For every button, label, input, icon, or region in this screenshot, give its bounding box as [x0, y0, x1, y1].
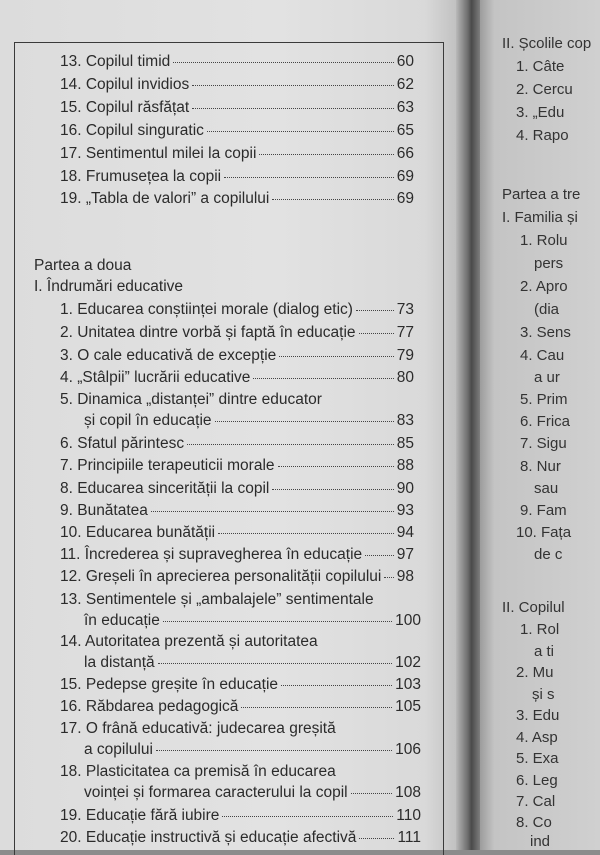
- right-page-line: de c: [534, 546, 563, 563]
- page-number: 110: [396, 807, 421, 824]
- toc-entry: [60, 368, 414, 388]
- right-page-line: 4. Cau: [520, 347, 565, 364]
- right-page-line: 5. Prim: [520, 391, 568, 408]
- page-number: 66: [396, 145, 414, 162]
- toc-entry: [60, 545, 414, 565]
- toc-entry-title: 9. Bunătatea: [60, 502, 148, 519]
- toc-entry-title: 16. Copilul singuratic: [60, 122, 204, 139]
- toc-entry-title: 1. Educarea conștiinței morale (dialog etic): [60, 301, 353, 318]
- toc-entry: [60, 189, 414, 209]
- toc-entry-title: 6. Sfatul părintesc: [60, 435, 185, 452]
- toc-entry: [60, 98, 414, 118]
- right-page-line: și s: [532, 686, 555, 703]
- right-page-line: 6. Leg: [516, 772, 558, 789]
- right-page-line: II. Copilul: [502, 599, 565, 616]
- dot-leader: [218, 533, 394, 534]
- toc-entry: [60, 346, 414, 366]
- right-page-line: 4. Rapo: [516, 127, 569, 144]
- right-page-line: ind: [530, 833, 551, 850]
- toc-entry-title: 18. Frumusețea la copii: [60, 168, 222, 185]
- toc-entry: [60, 144, 414, 164]
- page-number: 105: [395, 698, 421, 715]
- toc-entry-continuation: a copilului: [84, 741, 153, 758]
- toc-entry-title: 11. Încrederea și supravegherea în educație: [60, 546, 363, 563]
- right-page-line: 3. Edu: [516, 707, 560, 724]
- right-page-line: a ur: [534, 369, 560, 386]
- toc-entry: [60, 121, 414, 141]
- dot-leader: [192, 85, 394, 86]
- right-page-line: 5. Exa: [516, 750, 559, 767]
- dot-leader: [163, 621, 392, 622]
- right-page-line: sau: [534, 480, 559, 497]
- right-page-line: 2. Apro: [520, 278, 568, 295]
- toc-entry-title: 8. Educarea sincerității la copil: [60, 480, 270, 497]
- page-number: 69: [396, 168, 414, 185]
- part-title: Partea a doua: [34, 257, 132, 274]
- toc-entry: [60, 697, 421, 717]
- toc-entry: [84, 611, 421, 631]
- section-title: I. Îndrumări educative: [34, 278, 184, 295]
- dot-leader: [278, 466, 394, 467]
- toc-entry-title: 13. Copilul timid: [60, 53, 171, 70]
- right-page-line: 4. Asp: [516, 729, 558, 746]
- toc-entry-title: 10. Educarea bunătății: [60, 524, 216, 541]
- dot-leader: [224, 177, 394, 178]
- page-number: 79: [396, 347, 414, 364]
- right-page-line: 10. Fața: [516, 524, 572, 541]
- toc-entry: [60, 75, 414, 95]
- dot-leader: [365, 555, 394, 556]
- right-page-line: pers: [534, 255, 564, 272]
- toc-entry-title: 12. Greșeli în aprecierea personalității copilului: [60, 568, 382, 585]
- right-page-line: (dia: [534, 301, 560, 318]
- toc-entry-title: 17. O frână educativă: judecarea greșită: [60, 720, 336, 737]
- toc-entry-title: 14. Copilul invidios: [60, 76, 190, 93]
- toc-entry-title: 15. Pedepse greșite în educație: [60, 676, 279, 693]
- dot-leader: [173, 62, 393, 63]
- right-page-line: I. Familia și: [502, 209, 578, 226]
- toc-entry-title: 15. Copilul răsfățat: [60, 99, 190, 116]
- toc-entry: [60, 300, 414, 320]
- dot-leader: [351, 793, 393, 794]
- dot-leader: [359, 838, 394, 839]
- toc-entry: [60, 501, 414, 521]
- toc-entry-title: 13. Sentimentele și „ambalajele” sentimentale: [60, 591, 374, 608]
- dot-leader: [192, 108, 394, 109]
- toc-entry-title: 5. Dinamica „distanței” dintre educator: [60, 391, 322, 408]
- toc-entry-title: 18. Plasticitatea ca premisă în educarea: [60, 763, 336, 780]
- right-page-line: 8. Co: [516, 814, 552, 831]
- toc-entry: [60, 675, 421, 695]
- dot-leader: [384, 577, 393, 578]
- toc-entry: [60, 323, 414, 343]
- toc-entry-title: 16. Răbdarea pedagogică: [60, 698, 239, 715]
- right-page-line: 1. Rol: [520, 621, 560, 638]
- page-number: 94: [396, 524, 414, 541]
- toc-entry: [60, 456, 414, 476]
- page-number: 60: [396, 53, 414, 70]
- page-number: 88: [396, 457, 414, 474]
- toc-entry: [84, 411, 414, 431]
- dot-leader: [359, 333, 394, 334]
- dot-leader: [158, 663, 392, 664]
- dot-leader: [207, 131, 394, 132]
- toc-entry: [84, 740, 421, 760]
- toc-entry: [60, 167, 414, 187]
- toc-entry-continuation: voinței și formarea caracterului la copil: [84, 784, 348, 801]
- toc-entry: [60, 806, 421, 826]
- right-page-line: 8. Nur: [520, 458, 561, 475]
- toc-entry-title: 7. Principiile terapeuticii morale: [60, 457, 275, 474]
- toc-entry-title: 20. Educație instructivă și educație afectivă: [60, 829, 357, 846]
- right-page: [480, 0, 600, 850]
- toc-entry-title: 19. Educație fără iubire: [60, 807, 220, 824]
- page-number: 62: [396, 76, 414, 93]
- dot-leader: [281, 685, 392, 686]
- page-number: 90: [396, 480, 414, 497]
- page-number: 102: [395, 654, 421, 671]
- toc-entry-title: 17. Sentimentul milei la copii: [60, 145, 257, 162]
- dot-leader: [222, 816, 393, 817]
- book-gutter: [456, 0, 482, 850]
- right-page-line: Partea a tre: [502, 186, 581, 203]
- right-page-line: 7. Cal: [516, 793, 556, 810]
- dot-leader: [241, 707, 392, 708]
- toc-entry: [60, 523, 414, 543]
- page-number: 100: [395, 612, 421, 629]
- page-number: 85: [396, 435, 414, 452]
- toc-entry: [60, 479, 414, 499]
- toc-entry-title: 3. O cale educativă de excepție: [60, 347, 277, 364]
- dot-leader: [279, 356, 393, 357]
- page-number: 93: [396, 502, 414, 519]
- right-page-line: 1. Câte: [516, 58, 565, 75]
- dot-leader: [272, 489, 393, 490]
- toc-entry: [60, 434, 414, 454]
- dot-leader: [151, 511, 394, 512]
- toc-entry-continuation: în educație: [84, 612, 160, 629]
- toc-entry: [60, 567, 414, 587]
- right-page-line: 3. „Edu: [516, 104, 565, 121]
- toc-entry-continuation: și copil în educație: [84, 412, 212, 429]
- page-number: 69: [396, 190, 414, 207]
- right-page-line: 6. Frica: [520, 413, 571, 430]
- toc-entry: [84, 653, 421, 673]
- page-number: 77: [396, 324, 414, 341]
- right-page-line: 7. Sigu: [520, 435, 567, 452]
- dot-leader: [187, 444, 394, 445]
- toc-entry: [60, 52, 414, 72]
- toc-entry-title: 2. Unitatea dintre vorbă și faptă în educație: [60, 324, 356, 341]
- page-number: 63: [396, 99, 414, 116]
- dot-leader: [272, 199, 393, 200]
- page-number: 80: [396, 369, 414, 386]
- right-page-line: II. Școlile cop: [502, 35, 592, 52]
- dot-leader: [215, 421, 394, 422]
- right-page-line: 2. Cercu: [516, 81, 573, 98]
- page-number: 73: [396, 301, 414, 318]
- toc-entry-continuation: la distanță: [84, 654, 155, 671]
- page-number: 65: [396, 122, 414, 139]
- page-number: 97: [396, 546, 414, 563]
- page-number: 111: [397, 829, 421, 846]
- right-page-line: a ti: [534, 643, 555, 660]
- right-page-line: 2. Mu: [516, 664, 554, 681]
- toc-entry: [84, 783, 421, 803]
- page-number: 108: [395, 784, 421, 801]
- toc-entry-title: 19. „Tabla de valori” a copilului: [60, 190, 270, 207]
- page-number: 106: [395, 741, 421, 758]
- right-page-line: 3. Sens: [520, 324, 571, 341]
- dot-leader: [356, 310, 394, 311]
- dot-leader: [156, 750, 392, 751]
- right-page-line: 9. Fam: [520, 502, 567, 519]
- toc-entry-title: 4. „Stâlpii” lucrării educative: [60, 369, 251, 386]
- page-number: 103: [395, 676, 421, 693]
- toc-entry-title: 14. Autoritatea prezentă și autoritatea: [60, 633, 318, 650]
- dot-leader: [259, 154, 393, 155]
- page-number: 98: [396, 568, 414, 585]
- right-page-line: 1. Rolu: [520, 232, 568, 249]
- page-number: 83: [396, 412, 414, 429]
- toc-entry: [60, 828, 421, 848]
- dot-leader: [253, 378, 393, 379]
